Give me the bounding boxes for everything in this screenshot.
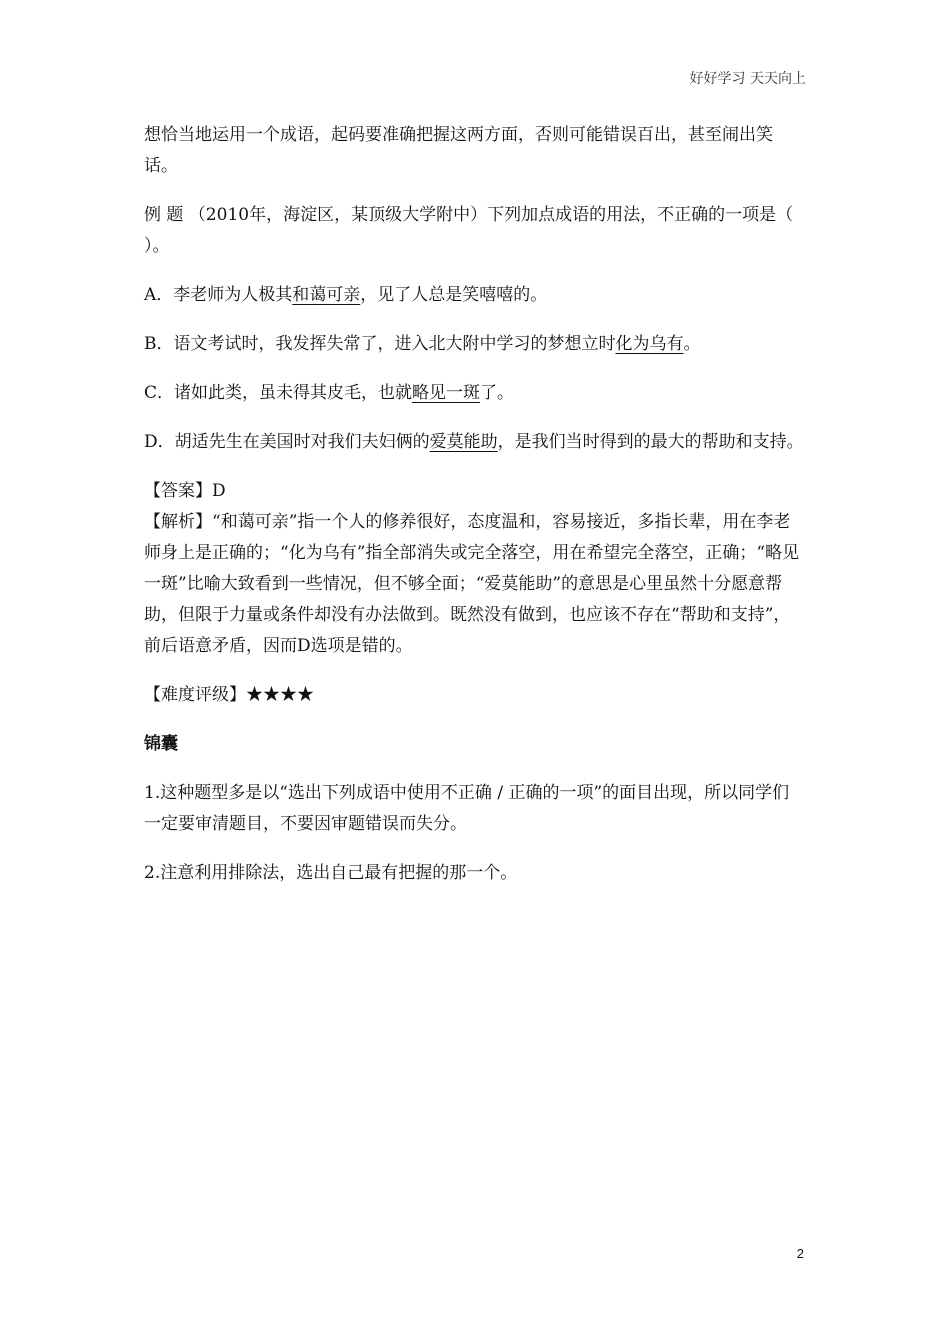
answer: 【答案】D	[144, 481, 226, 501]
tip-item-1: 1.这种题型多是以“选出下列成语中使用不正确 / 正确的一项”的面目出现，所以同学们一定要审清题目，不要因审题错误而失分。	[144, 783, 790, 834]
option-d-idiom: 爱莫能助	[429, 432, 498, 452]
option-a	[144, 280, 804, 311]
option-c-idiom: 略见一斑	[412, 383, 481, 403]
analysis: 【解析】“和蔼可亲”指一个人的修养很好，态度温和，容易接近，多指长辈，用在李老师身上是正确的；“化为乌有”指全部消失或完全落空，用在希望完全落空，正确；“略见一斑”比喻大致看到一些情况，但不够全面；“爱莫能助”的意思是心里虽然十分愿意帮助，但限于力量或条件却没有办法做到。既然没有做到，也应该不存在“帮助和支持”，前后语意矛盾，因而D选项是错的。	[144, 512, 800, 656]
tips-title: 锦囊	[144, 734, 178, 754]
option-a-post: ，见了人总是笑嘻嘻的。	[360, 285, 548, 305]
option-a-idiom: 和蔼可亲	[292, 285, 361, 305]
option-c-pre: C．诸如此类，虽未得其皮毛，也就	[144, 383, 413, 403]
tip-item-2: 2.注意利用排除法，选出自己最有把握的那一个。	[144, 863, 518, 883]
page-number: 2	[796, 1246, 804, 1261]
option-a-pre: A．李老师为人极其	[144, 285, 293, 305]
option-b-pre: B．语文考试时，我发挥失常了，进入北大附中学习的梦想立时	[144, 334, 616, 354]
option-c-post: 了。	[480, 383, 515, 403]
example-question: 例 题 （2010年，海淀区，某顶级大学附中）下列加点成语的用法，不正确的一项是（ ）。	[144, 205, 794, 256]
intro-paragraph: 想恰当地运用一个成语，起码要准确把握这两方面，否则可能错误百出，甚至闹出笑话。	[144, 125, 773, 176]
option-b	[144, 329, 804, 360]
document-body	[144, 120, 804, 907]
option-b-idiom: 化为乌有	[615, 334, 684, 354]
option-d-pre: D．胡适先生在美国时对我们夫妇俩的	[144, 432, 430, 452]
difficulty-rating: 【难度评级】★★★★	[144, 685, 314, 705]
option-c	[144, 378, 804, 409]
option-b-post: 。	[683, 334, 701, 354]
option-d	[144, 427, 804, 458]
page-header: 好好学习 天天向上	[689, 71, 806, 87]
option-d-post: ，是我们当时得到的最大的帮助和支持。	[497, 432, 804, 452]
